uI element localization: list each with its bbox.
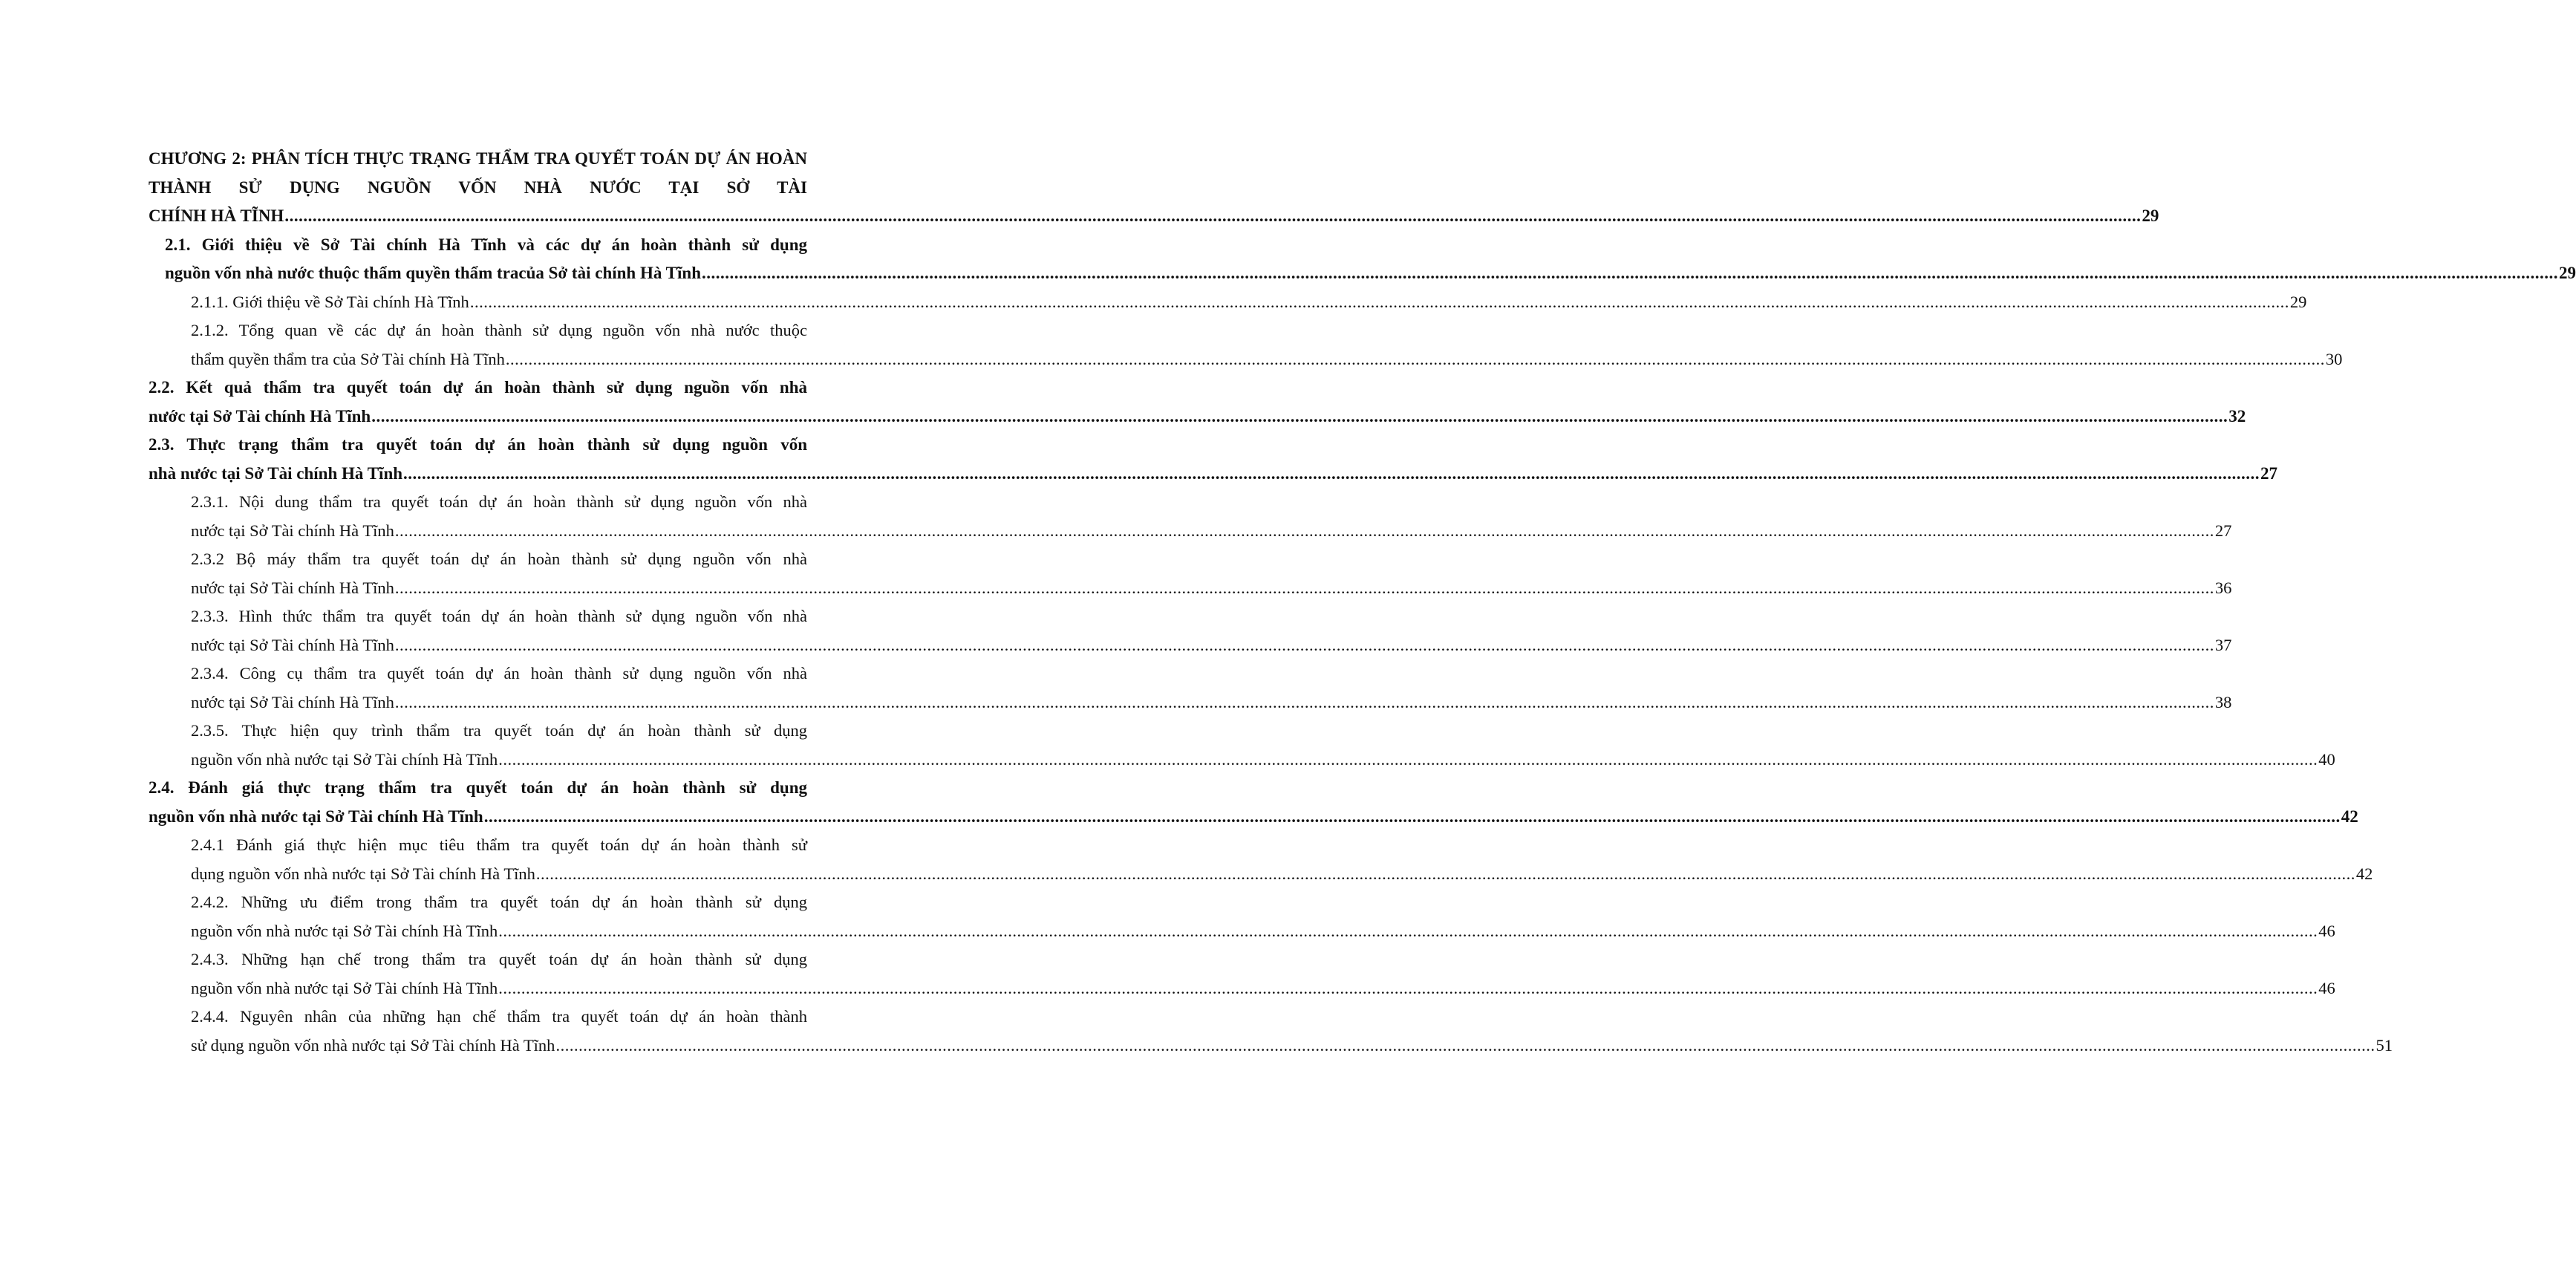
toc-entry	[149, 545, 2232, 602]
toc-entry-text: 2.3.1. Nội dung thẩm tra quyết toán dự án hoàn thành sử dụng nguồn vốn nhà	[191, 492, 807, 511]
toc-entry	[149, 431, 2278, 488]
toc-page-number: 40	[2318, 749, 2335, 769]
toc-entry-lastline	[191, 860, 2373, 889]
toc-entry-text: nguồn vốn nhà nước thuộc thẩm quyền thẩm tracủa Sở tài chính Hà Tĩnh	[165, 264, 701, 282]
toc-entry-text: nước tại Sở Tài chính Hà Tĩnh	[191, 692, 394, 711]
toc-page-number: 29	[2559, 264, 2576, 282]
dot-leader: ................................................................................................................................................................................................................................................................................................................................................................................................................	[702, 264, 2558, 282]
toc-entry-text: 2.1. Giới thiệu về Sở Tài chính Hà Tĩnh và các dự án hoàn thành sử dụng	[165, 235, 807, 254]
dot-leader: ................................................................................................................................................................................................................................................................................................................................................................................................................	[535, 864, 2355, 883]
toc-page-number: 51	[2376, 1035, 2393, 1055]
toc-page-number: 27	[2260, 463, 2278, 483]
toc-entry	[149, 316, 2343, 374]
dot-leader: ................................................................................................................................................................................................................................................................................................................................................................................................................	[505, 349, 2325, 368]
toc-entry	[149, 231, 2576, 288]
toc-entry-text: 2.1.1. Giới thiệu về Sở Tài chính Hà Tĩnh	[191, 292, 469, 311]
toc-entry-text: nước tại Sở Tài chính Hà Tĩnh	[191, 578, 394, 597]
dot-leader: ................................................................................................................................................................................................................................................................................................................................................................................................................	[498, 921, 2318, 940]
table-of-contents	[149, 145, 2576, 1060]
toc-entry-text: 2.3.4. Công cụ thẩm tra quyết toán dự án hoàn thành sử dụng nguồn vốn nhà	[191, 664, 807, 682]
toc-entry-lastline	[191, 574, 2232, 603]
toc-entry-lastline	[191, 917, 2335, 946]
toc-entry-text: dụng nguồn vốn nhà nước tại Sở Tài chính Hà Tĩnh	[191, 864, 535, 883]
toc-entry-lastline	[191, 288, 2307, 317]
toc-entry-text: nguồn vốn nhà nước tại Sở Tài chính Hà Tĩnh	[191, 749, 498, 769]
toc-entry-lastline	[191, 517, 2232, 546]
toc-entry	[149, 374, 2246, 431]
toc-page-number: 36	[2214, 578, 2232, 597]
toc-entry-lastline	[191, 631, 2232, 660]
toc-entry	[149, 945, 2335, 1003]
toc-entry-text: nguồn vốn nhà nước tại Sở Tài chính Hà Tĩnh	[149, 807, 483, 826]
toc-page-number: 29	[2142, 206, 2159, 225]
dot-leader: ................................................................................................................................................................................................................................................................................................................................................................................................................	[498, 749, 2318, 769]
dot-leader: ................................................................................................................................................................................................................................................................................................................................................................................................................	[284, 206, 2142, 225]
dot-leader: ................................................................................................................................................................................................................................................................................................................................................................................................................	[483, 807, 2341, 826]
toc-page-number: 38	[2214, 692, 2232, 711]
dot-leader: ................................................................................................................................................................................................................................................................................................................................................................................................................	[498, 978, 2318, 997]
toc-entry-text: sử dụng nguồn vốn nhà nước tại Sở Tài chính Hà Tĩnh	[191, 1035, 555, 1055]
toc-entry-text: 2.4.2. Những ưu điểm trong thẩm tra quyết toán dự án hoàn thành sử dụng	[191, 893, 807, 911]
toc-entry	[149, 888, 2335, 945]
toc-entry-text: 2.3.2 Bộ máy thẩm tra quyết toán dự án hoàn thành sử dụng nguồn vốn nhà	[191, 550, 807, 568]
toc-entry-text: 2.4.3. Những hạn chế trong thẩm tra quyết toán dự án hoàn thành sử dụng	[191, 950, 807, 968]
toc-entry	[149, 288, 2307, 317]
toc-entry-text: nhà nước tại Sở Tài chính Hà Tĩnh	[149, 463, 403, 483]
toc-entry-text: CHÍNH HÀ TĨNH	[149, 206, 284, 225]
dot-leader: ................................................................................................................................................................................................................................................................................................................................................................................................................	[469, 292, 2289, 311]
toc-entry-text: nước tại Sở Tài chính Hà Tĩnh	[191, 635, 394, 654]
toc-entry-text: nước tại Sở Tài chính Hà Tĩnh	[191, 521, 394, 540]
toc-entry-text: nguồn vốn nhà nước tại Sở Tài chính Hà Tĩnh	[191, 921, 498, 940]
toc-page-number: 42	[2355, 864, 2373, 883]
toc-page-number: 46	[2318, 921, 2335, 940]
toc-entry	[149, 488, 2232, 545]
toc-entry-lastline	[191, 345, 2343, 374]
toc-entry-text: nước tại Sở Tài chính Hà Tĩnh	[149, 406, 371, 426]
dot-leader: ................................................................................................................................................................................................................................................................................................................................................................................................................	[555, 1035, 2376, 1055]
dot-leader: ................................................................................................................................................................................................................................................................................................................................................................................................................	[394, 692, 2214, 711]
dot-leader: ................................................................................................................................................................................................................................................................................................................................................................................................................	[403, 463, 2260, 483]
toc-page-number: 30	[2325, 349, 2343, 368]
toc-entry-lastline	[191, 1032, 2393, 1060]
toc-entry-lastline	[149, 460, 2278, 489]
toc-entry	[149, 717, 2335, 774]
toc-entry	[149, 774, 2358, 831]
toc-entry-lastline	[191, 974, 2335, 1003]
toc-page-number: 46	[2318, 978, 2335, 997]
toc-entry-text: 2.3.5. Thực hiện quy trình thẩm tra quyết toán dự án hoàn thành sử dụng	[191, 721, 807, 740]
toc-entry	[149, 831, 2373, 888]
toc-entry	[149, 602, 2232, 659]
toc-entry-text: 2.4.4. Nguyên nhân của những hạn chế thẩm tra quyết toán dự án hoàn thành	[191, 1007, 807, 1026]
toc-entry-text: 2.1.2. Tổng quan về các dự án hoàn thành sử dụng nguồn vốn nhà nước thuộc	[191, 321, 807, 339]
toc-entry-lastline	[191, 688, 2232, 717]
toc-page-number: 29	[2289, 292, 2307, 311]
toc-entry-lastline	[149, 403, 2246, 431]
toc-entry	[149, 145, 2159, 231]
dot-leader: ................................................................................................................................................................................................................................................................................................................................................................................................................	[394, 578, 2214, 597]
dot-leader: ................................................................................................................................................................................................................................................................................................................................................................................................................	[394, 521, 2214, 540]
dot-leader: ................................................................................................................................................................................................................................................................................................................................................................................................................	[394, 635, 2214, 654]
toc-entry-text: 2.4. Đánh giá thực trạng thẩm tra quyết toán dự án hoàn thành sử dụng	[149, 778, 807, 797]
toc-page-number: 37	[2214, 635, 2232, 654]
toc-entry-lastline	[149, 803, 2358, 832]
toc-entry	[149, 1003, 2393, 1060]
toc-entry-text: 2.3.3. Hình thức thẩm tra quyết toán dự án hoàn thành sử dụng nguồn vốn nhà	[191, 607, 807, 625]
toc-entry-lastline	[149, 202, 2159, 231]
toc-page-number: 42	[2341, 807, 2358, 826]
toc-entry-text: 2.2. Kết quả thẩm tra quyết toán dự án hoàn thành sử dụng nguồn vốn nhà	[149, 378, 807, 397]
toc-entry-text: 2.4.1 Đánh giá thực hiện mục tiêu thẩm tra quyết toán dự án hoàn thành sử	[191, 835, 807, 854]
toc-entry-text: nguồn vốn nhà nước tại Sở Tài chính Hà Tĩnh	[191, 978, 498, 997]
toc-entry-text: thẩm quyền thẩm tra của Sở Tài chính Hà Tĩnh	[191, 349, 505, 368]
toc-entry-lastline	[165, 259, 2576, 288]
toc-entry-text: 2.3. Thực trạng thẩm tra quyết toán dự án hoàn thành sử dụng nguồn vốn	[149, 435, 807, 454]
toc-page-number: 32	[2228, 406, 2246, 426]
toc-page-number: 27	[2214, 521, 2232, 540]
toc-entry	[149, 659, 2232, 717]
dot-leader: ................................................................................................................................................................................................................................................................................................................................................................................................................	[371, 406, 2228, 426]
toc-entry-lastline	[191, 746, 2335, 775]
toc-entry-text: CHƯƠNG 2: PHÂN TÍCH THỰC TRẠNG THẨM TRA QUYẾT TOÁN DỰ ÁN HOÀN THÀNH SỬ DỤNG NGUỒN VỐN NHÀ NƯỚC TẠI SỞ TÀI	[149, 149, 807, 197]
